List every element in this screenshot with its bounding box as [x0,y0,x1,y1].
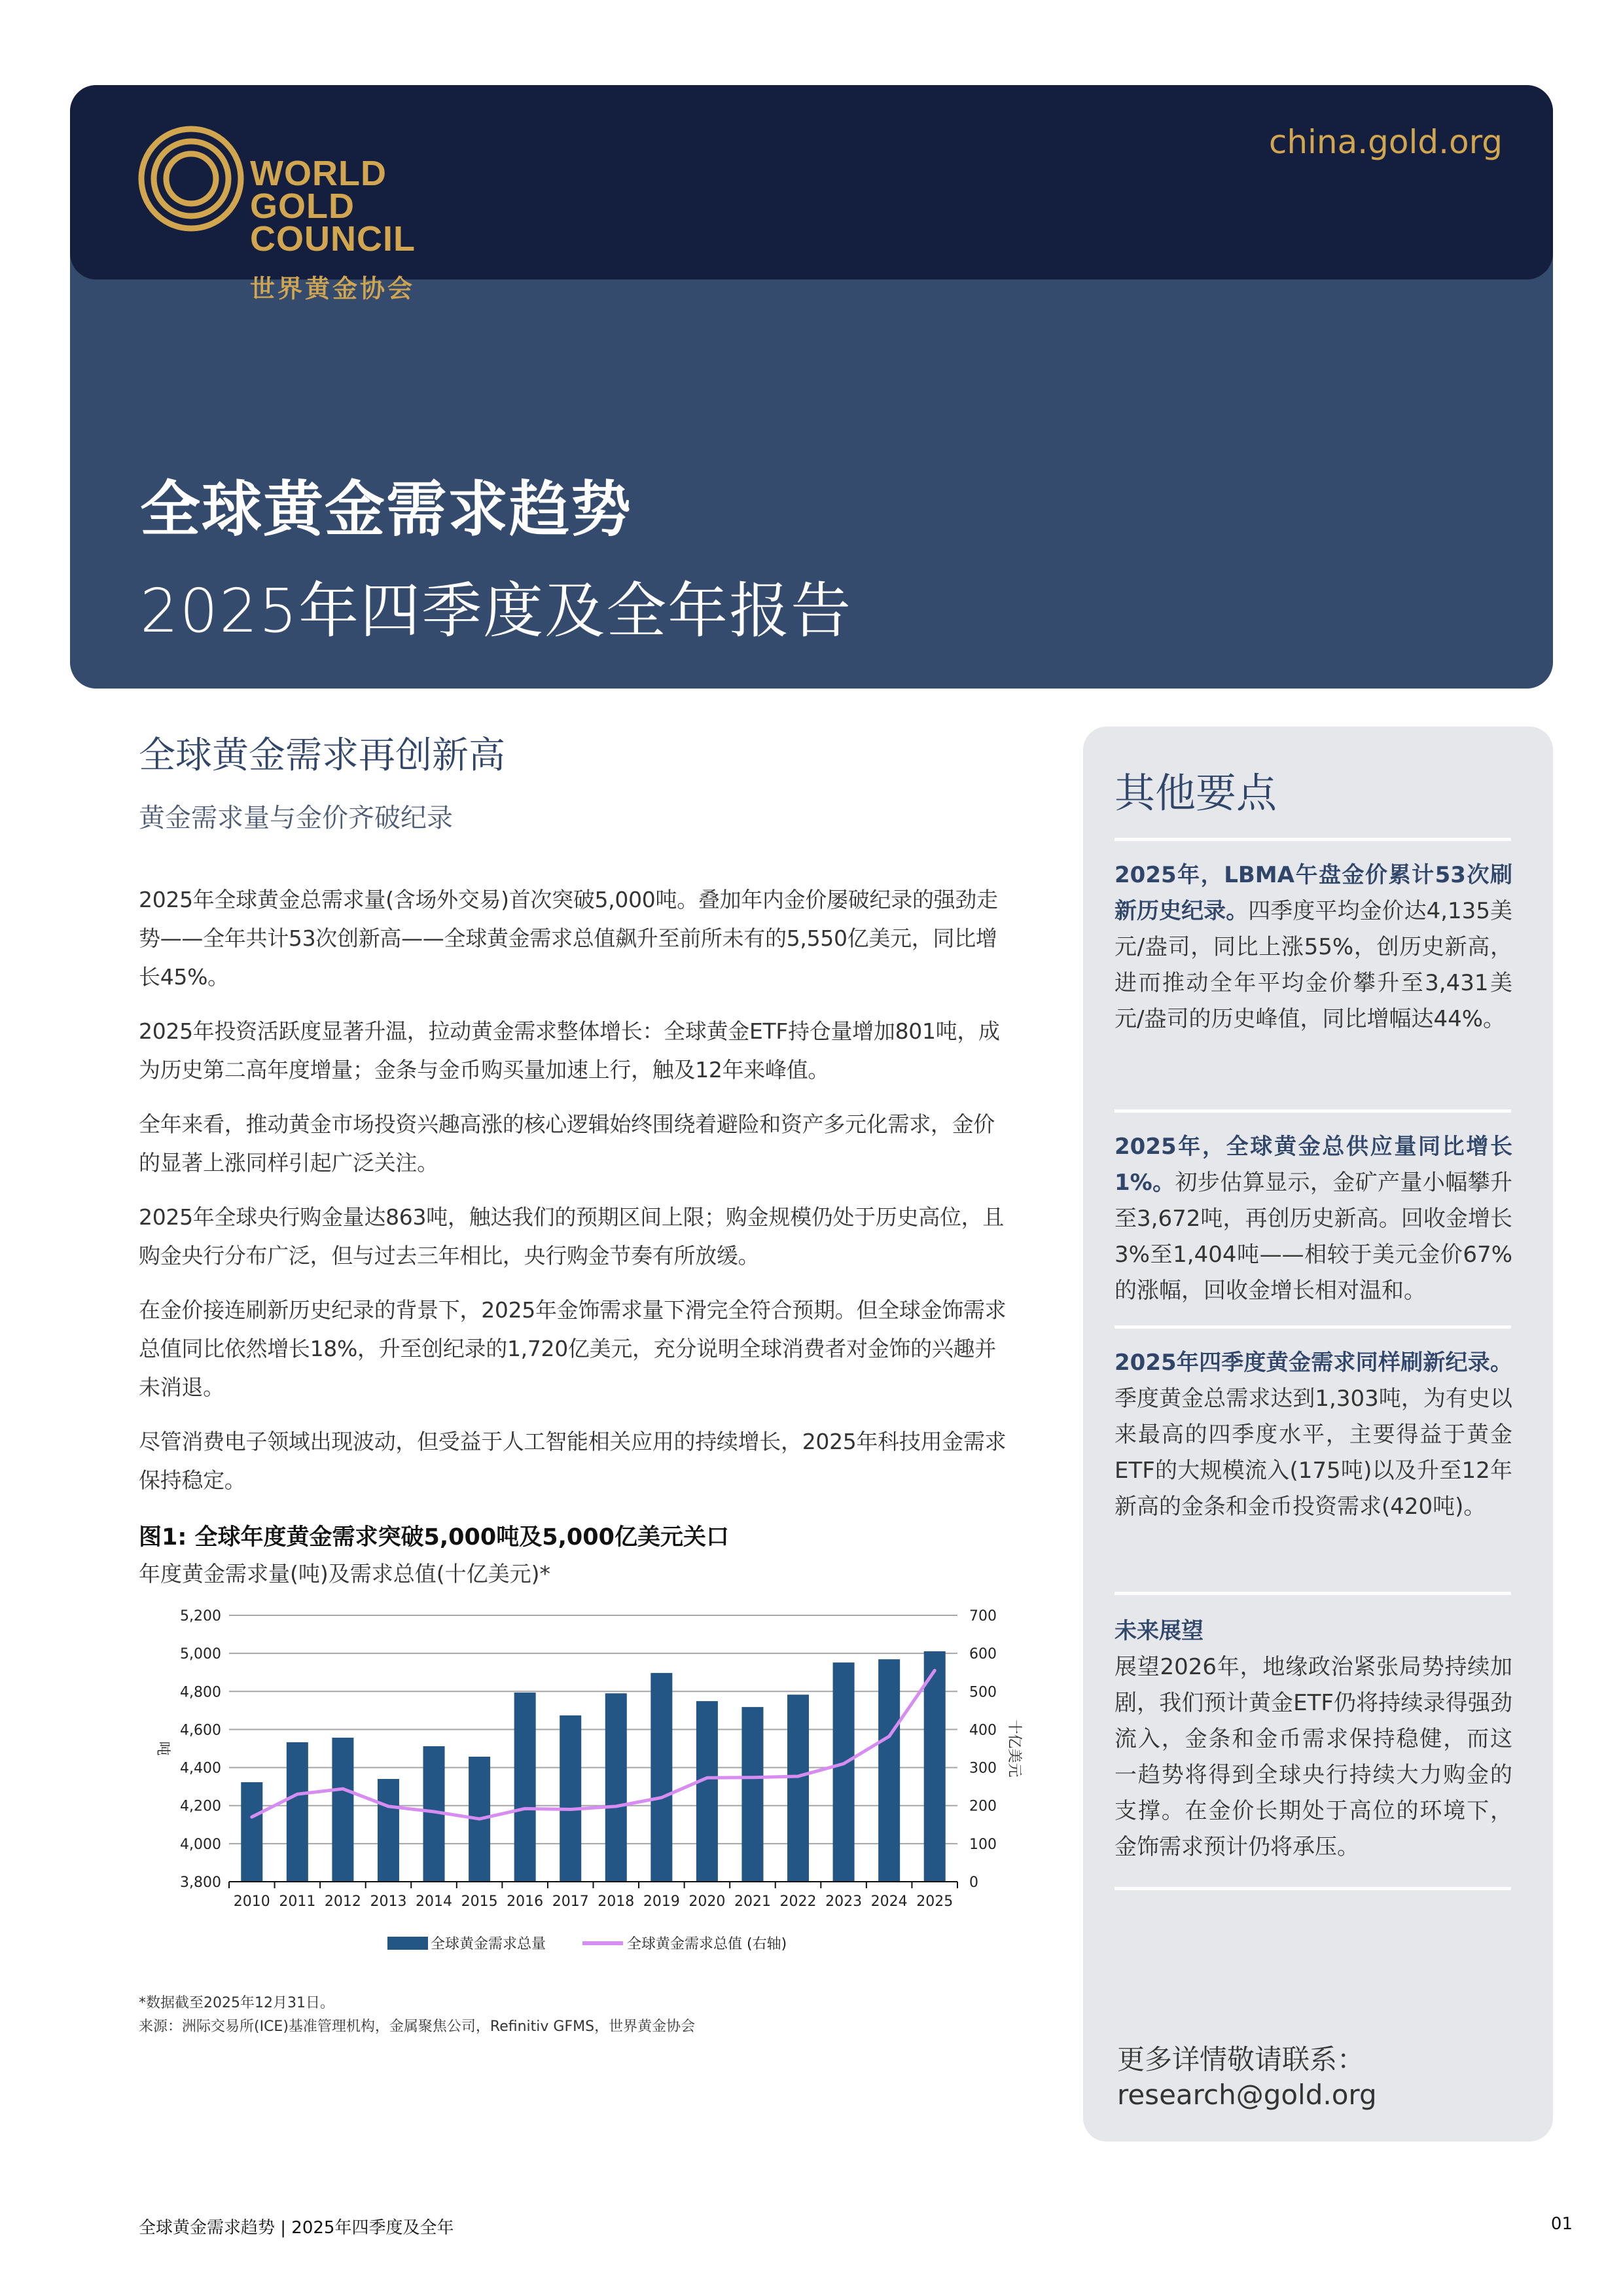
report-subtitle: 2025年四季度及全年报告 [140,576,853,646]
page-number: 01 [1550,2214,1573,2234]
y-tick-label: 3,800 [180,1874,221,1891]
y-right-tick-label: 500 [969,1684,997,1701]
bar-2025 [924,1651,946,1882]
logo-line-gold: GOLD [250,187,355,226]
y-tick-label: 4,200 [180,1798,221,1815]
key-point-1 [1115,857,1512,1037]
x-tick-label: 2015 [461,1893,498,1910]
logo-line-world: WORLD [250,154,387,193]
contact-block [1117,2042,1377,2113]
y-tick-label: 5,000 [180,1646,221,1663]
key-points-sidebar [1083,726,1553,2142]
paragraph: 2025年全球黄金总需求量(含场外交易)首次突破5,000吨。叠加年内金价屡破纪录的强劲走势——全年共计53次创新高——全球黄金需求总值飙升至前所未有的5,550亿美元，同比增长45%。 [139,887,998,990]
data-cutoff-note: *数据截至2025年12月31日。 [139,1995,334,2011]
bar-2018 [605,1693,627,1882]
site-url-link[interactable]: china.gold.org [1268,123,1503,161]
y-right-tick-label: 100 [969,1836,997,1853]
source-note: 来源：洲际交易所(ICE)基准管理机构，金属聚焦公司，Refinitiv GFMS，世界黄金协会 [139,2018,696,2035]
outlook-heading: 未来展望 [1115,1618,1204,1644]
paragraph: 2025年全球央行购金量达863吨，触达我们的预期区间上限；购金规模仍处于历史高位，且购金央行分布广泛，但与过去三年相比，央行购金节奏有所放缓。 [139,1204,1005,1268]
y-right-tick-label: 700 [969,1608,997,1624]
y-right-axis-title: 十亿美元 [1006,1719,1022,1778]
header-banner [70,85,1553,689]
bar-2013 [378,1779,399,1882]
gold-rings-icon [135,123,247,234]
bar-2023 [833,1662,855,1882]
outlook-body: 展望2026年，地缘政治紧张局势持续加剧，我们预计黄金ETF仍将持续录得强劲流入，金条和金币需求保持稳健，而这一趋势将得到全球央行持续大力购金的支撑。在金价长期处于高位的环境下，金饰需求预计仍将承压。 [1115,1654,1512,1860]
x-tick-label: 2014 [416,1893,453,1910]
key-point-lead: 2025年，全球黄金总供应量同比增长1%。 [1115,1134,1512,1196]
y-right-tick-label: 200 [969,1798,997,1815]
main-column [139,726,1013,1588]
report-title: 全球黄金需求趋势 [140,475,633,545]
key-point-body: 季度黄金总需求达到1,303吨，为有史以来最高的四季度水平，主要得益于黄金ETF的大规模流入(175吨)以及升至12年新高的金条和金币投资需求(420吨)。 [1115,1386,1512,1520]
x-tick-label: 2010 [233,1893,270,1910]
bar-2017 [560,1715,581,1882]
x-tick-label: 2025 [916,1893,954,1910]
y-tick-label: 4,600 [180,1722,221,1739]
x-tick-label: 2023 [825,1893,863,1910]
figure-title: 图1: 全球年度黄金需求突破5,000吨及5,000亿美元关口 [139,1524,729,1551]
logo-chinese-name: 世界黄金协会 [250,274,416,303]
x-tick-label: 2022 [779,1893,817,1910]
bar-2016 [514,1693,536,1882]
y-right-tick-label: 400 [969,1722,997,1739]
y-tick-label: 4,800 [180,1684,221,1701]
y-axis-title: 吨 [154,1741,171,1756]
x-tick-label: 2016 [507,1893,544,1910]
x-tick-label: 2021 [734,1893,771,1910]
figure-subtitle: 年度黄金需求量(吨)及需求总值(十亿美元)* [139,1561,550,1587]
world-gold-council-logo[interactable] [135,123,476,303]
x-tick-label: 2017 [552,1893,589,1910]
section-heading: 全球黄金需求再创新高 [139,734,505,777]
y-tick-label: 4,400 [180,1760,221,1777]
y-right-tick-label: 300 [969,1760,997,1777]
divider [1115,1887,1511,1890]
contact-label: 更多详情敬请联系： [1117,2043,1365,2075]
y-tick-label: 5,200 [180,1608,221,1624]
key-point-2 [1115,1129,1512,1309]
key-point-3 [1115,1345,1512,1525]
outlook-block [1115,1613,1512,1865]
bar-2011 [287,1742,308,1882]
divider [1115,1109,1511,1113]
x-tick-label: 2013 [370,1893,407,1910]
contact-email-link[interactable]: research@gold.org [1117,2079,1377,2111]
bar-2022 [787,1695,809,1882]
paragraph: 全年来看，推动黄金市场投资兴趣高涨的核心逻辑始终围绕着避险和资产多元化需求，金价的显著上涨同样引起广泛关注。 [139,1111,995,1175]
divider [1115,1325,1511,1329]
section-subheading: 黄金需求量与金价齐破纪录 [139,803,453,833]
x-tick-label: 2024 [870,1893,908,1910]
legend-label: 全球黄金需求总量 [431,1936,546,1950]
key-point-body: 初步估算显示，金矿产量小幅攀升至3,672吨，再创历史新高。回收金增长3%至1,404吨——相较于美元金价67%的涨幅，回收金增长相对温和。 [1115,1170,1512,1304]
paragraph: 在金价接连刷新历史纪录的背景下，2025年金饰需求量下滑完全符合预期。但全球金饰需求总值同比依然增长18%，升至创纪录的1,720亿美元，充分说明全球消费者对金饰的兴趣并未消退。 [139,1297,1007,1400]
bar-2019 [651,1673,672,1882]
bar-2020 [696,1701,718,1882]
divider [1115,838,1511,841]
key-point-lead: 2025年，LBMA午盘金价累计53次刷新历史纪录。 [1115,862,1512,924]
y-tick-label: 4,000 [180,1836,221,1853]
logo-line-council: COUNCIL [250,219,416,259]
chart-canvas [139,1584,1042,1950]
x-tick-label: 2019 [643,1893,680,1910]
x-tick-label: 2020 [688,1893,726,1910]
x-tick-label: 2018 [597,1893,635,1910]
legend-label: 全球黄金需求总值 (右轴) [627,1936,787,1950]
footer-title: 全球黄金需求趋势 | 2025年四季度及全年 [139,2218,454,2238]
bar-2010 [241,1782,262,1882]
x-tick-label: 2012 [324,1893,361,1910]
key-point-body: 四季度平均金价达4,135美元/盎司，同比上涨55%，创历史新高，进而推动全年平均金价攀升至3,431美元/盎司的历史峰值，同比增幅达44%。 [1115,898,1512,1032]
divider [1115,1592,1511,1595]
key-point-lead: 2025年四季度黄金需求同样刷新纪录。 [1115,1350,1512,1376]
logo-wordmark [250,154,416,259]
brand-bar [70,85,1553,303]
y-right-tick-label: 600 [969,1646,997,1663]
x-tick-label: 2011 [279,1893,316,1910]
paragraph: 尽管消费电子领域出现波动，但受益于人工智能相关应用的持续增长，2025年科技用金需求保持稳定。 [139,1429,1007,1493]
bar-2021 [741,1707,763,1882]
y-right-tick-label: 0 [969,1874,978,1891]
paragraph: 2025年投资活跃度显著升温，拉动黄金需求整体增长：全球黄金ETF持仓量增加801吨，成为历史第二高年度增量；金条与金币购买量加速上行，触及12年来峰值。 [139,1018,1000,1083]
value-line [252,1670,935,1819]
chart-footnote [139,1992,695,2039]
legend-bar-swatch [387,1937,428,1950]
bar-2012 [332,1738,353,1882]
bar-2024 [878,1659,900,1882]
sidebar-title: 其他要点 [1115,769,1277,817]
demand-chart [139,1584,1042,1950]
